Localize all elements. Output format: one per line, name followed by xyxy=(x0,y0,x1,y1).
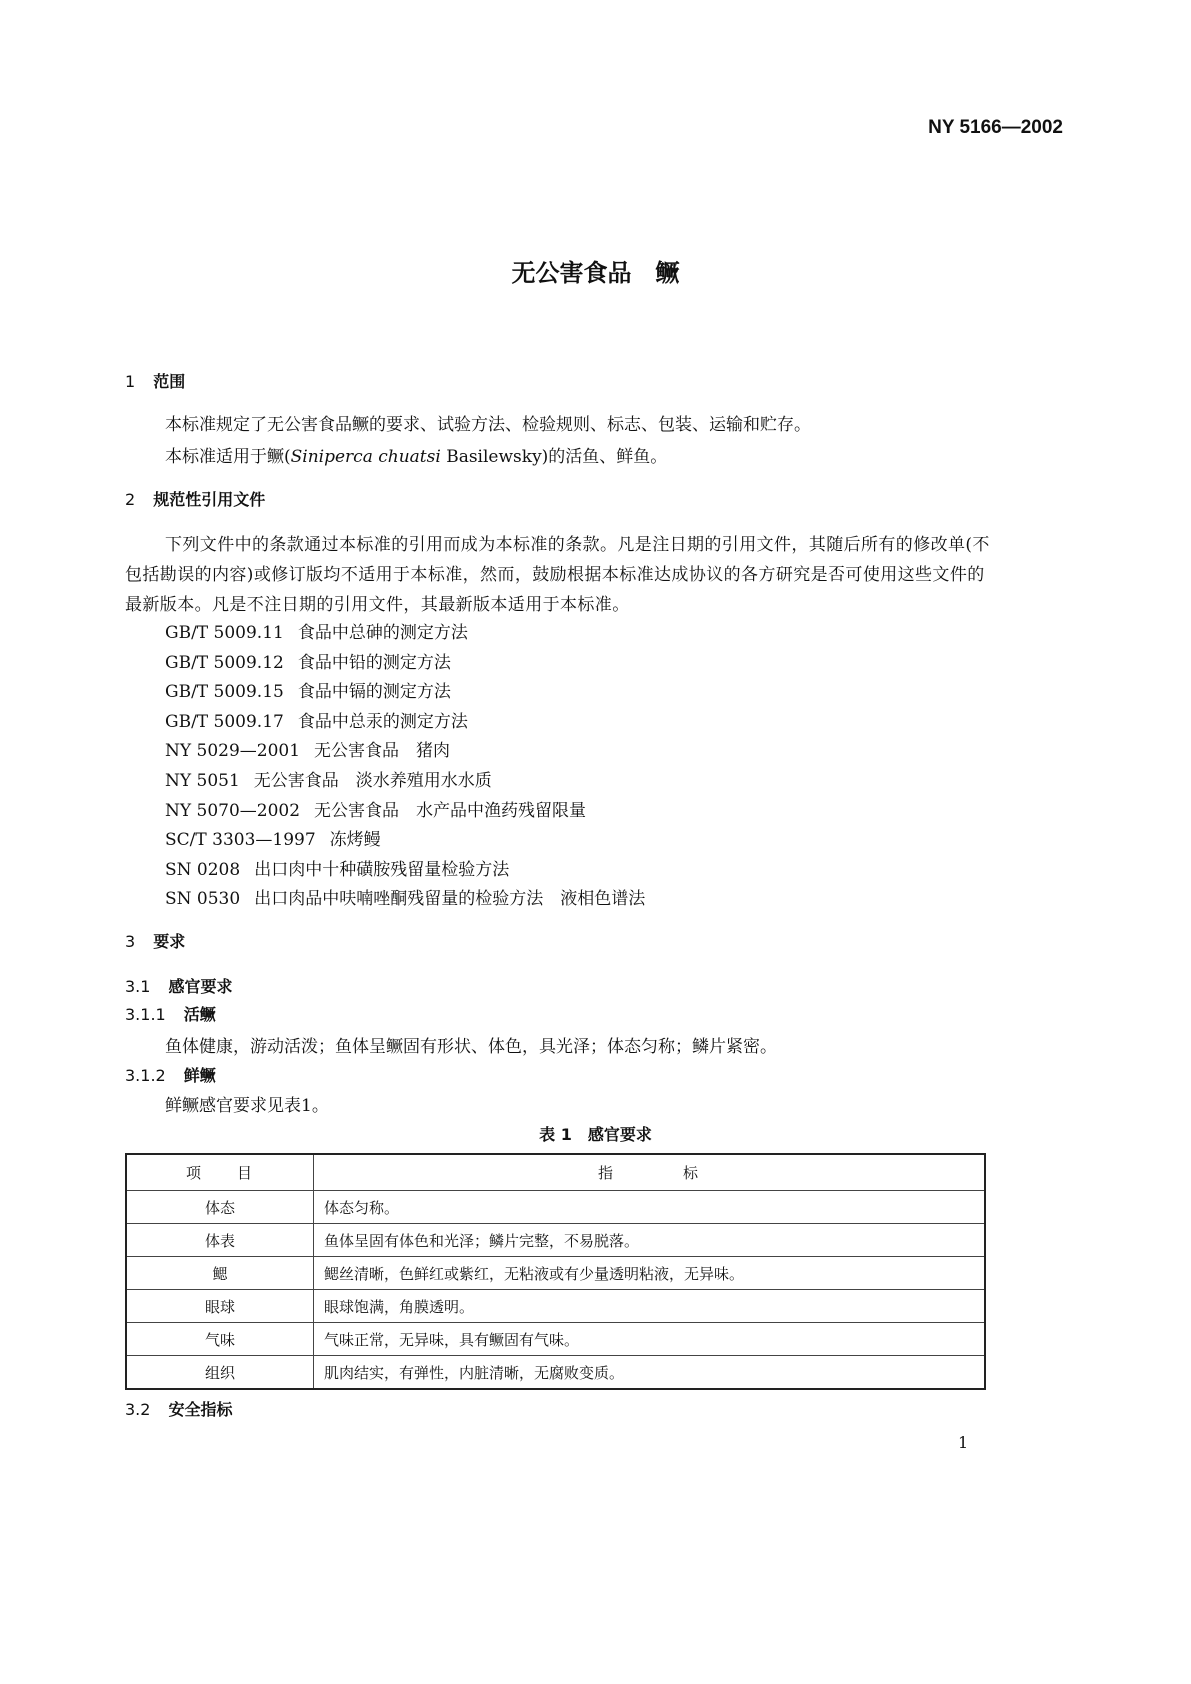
reference-item xyxy=(165,740,450,762)
criteria-cell: 眼球饱满，角膜透明。 xyxy=(314,1290,986,1323)
section-1-heading xyxy=(125,371,185,393)
reference-item xyxy=(165,829,381,851)
reference-code: NY 5070—2002 xyxy=(165,800,301,821)
reference-code: GB/T 5009.15 xyxy=(165,682,284,703)
table-row xyxy=(126,1257,985,1290)
section-title: 鲜鳜 xyxy=(183,1066,216,1085)
reference-code: SN 0530 xyxy=(165,889,241,910)
standard-number: NY 5166—2002 xyxy=(928,117,1063,138)
reference-title: 出口肉品中呋喃唑酮残留量的检验方法 液相色谱法 xyxy=(254,889,646,910)
reference-code: NY 5029—2001 xyxy=(165,741,301,762)
reference-code: GB/T 5009.17 xyxy=(165,711,284,732)
table-row xyxy=(126,1356,985,1390)
section-3-1-heading xyxy=(125,976,232,998)
section-number: 3.1.1 xyxy=(125,1005,166,1024)
column-header-item: 项 目 xyxy=(126,1154,314,1191)
reference-title: 出口肉中十种磺胺残留量检验方法 xyxy=(254,859,510,880)
reference-item xyxy=(165,681,451,703)
section-title: 规范性引用文件 xyxy=(153,490,266,509)
sensory-requirements-table xyxy=(125,1153,986,1390)
scope-paragraph-2 xyxy=(165,446,667,468)
reference-title: 无公害食品 猪肉 xyxy=(314,741,451,762)
reference-title: 冻烤鳗 xyxy=(329,830,381,851)
criteria-cell: 体态匀称。 xyxy=(314,1191,986,1224)
reference-title: 食品中镉的测定方法 xyxy=(297,682,451,703)
table-row xyxy=(126,1224,985,1257)
text: Basilewsky)的活鱼、鲜鱼。 xyxy=(440,447,668,467)
section-title: 范围 xyxy=(153,372,186,391)
reference-title: 食品中总砷的测定方法 xyxy=(297,623,468,643)
item-cell: 鳃 xyxy=(126,1257,314,1290)
section-2-heading xyxy=(125,489,265,511)
table-caption: 表 1 感官要求 xyxy=(539,1125,652,1144)
reference-title: 无公害食品 水产品中渔药残留限量 xyxy=(314,800,587,821)
section-number: 3.2 xyxy=(125,1400,151,1419)
scope-paragraph-1: 本标准规定了无公害食品鳜的要求、试验方法、检验规则、标志、包装、运输和贮存。 xyxy=(165,415,811,435)
criteria-cell: 气味正常，无异味，具有鳜固有气味。 xyxy=(314,1323,986,1356)
item-cell: 眼球 xyxy=(126,1290,314,1323)
section-3-2-heading xyxy=(125,1399,232,1421)
reference-code: GB/T 5009.12 xyxy=(165,652,284,673)
item-cell: 体态 xyxy=(126,1191,314,1224)
item-cell: 气味 xyxy=(126,1323,314,1356)
species-name: Siniperca chuatsi xyxy=(290,447,441,467)
reference-code: SN 0208 xyxy=(165,859,241,880)
reference-item xyxy=(165,770,492,792)
table-row xyxy=(126,1290,985,1323)
section-3-heading xyxy=(125,931,185,953)
reference-item xyxy=(165,622,468,644)
section-title: 安全指标 xyxy=(168,1400,233,1419)
section-number: 3 xyxy=(125,932,136,951)
reference-title: 无公害食品 淡水养殖用水水质 xyxy=(253,771,492,791)
section-number: 1 xyxy=(125,372,136,391)
section-3-1-1-heading xyxy=(125,1004,216,1026)
table-row xyxy=(126,1191,985,1224)
section-number: 3.1.2 xyxy=(125,1066,166,1085)
section-title: 感官要求 xyxy=(168,977,233,996)
reference-item xyxy=(165,888,645,910)
reference-item xyxy=(165,859,509,881)
reference-title: 食品中铅的测定方法 xyxy=(297,652,451,673)
live-fish-requirements: 鱼体健康，游动活泼；鱼体呈鳜固有形状、体色，具光泽；体态匀称；鳞片紧密。 xyxy=(165,1037,777,1057)
reference-item xyxy=(165,711,468,733)
column-header-criteria: 指 标 xyxy=(314,1154,986,1191)
document-title: 无公害食品 鳜 xyxy=(511,259,680,287)
item-cell: 体表 xyxy=(126,1224,314,1257)
reference-code: SC/T 3303—1997 xyxy=(165,830,316,851)
reference-item xyxy=(165,800,586,822)
text: 本标准适用于鳜( xyxy=(165,447,291,467)
criteria-cell: 肌肉结实，有弹性，内脏清晰，无腐败变质。 xyxy=(314,1356,986,1390)
section-number: 3.1 xyxy=(125,977,151,996)
criteria-cell: 鳃丝清晰，色鲜红或紫红，无粘液或有少量透明粘液，无异味。 xyxy=(314,1257,986,1290)
table-row xyxy=(126,1323,985,1356)
section-title: 要求 xyxy=(153,932,186,951)
criteria-cell: 鱼体呈固有体色和光泽；鳞片完整，不易脱落。 xyxy=(314,1224,986,1257)
reference-item xyxy=(165,652,451,674)
normative-references-paragraph: 下列文件中的条款通过本标准的引用而成为本标准的条款。凡是注日期的引用文件，其随后所有的修改单(不包括勘误的内容)或修订版均不适用于本标准，然而，鼓励根据本标准达成协议的各方研究是否可使用这些文件的最新版本。凡是不注日期的引用文件，其最新版本适用于本标准。 xyxy=(125,535,990,615)
section-number: 2 xyxy=(125,490,136,509)
section-3-1-2-heading xyxy=(125,1065,216,1087)
reference-title: 食品中总汞的测定方法 xyxy=(297,711,468,732)
page-number: 1 xyxy=(958,1433,969,1452)
section-title: 活鳜 xyxy=(183,1005,216,1024)
reference-code: GB/T 5009.11 xyxy=(165,623,284,643)
item-cell: 组织 xyxy=(126,1356,314,1390)
reference-code: NY 5051 xyxy=(165,771,240,791)
fresh-fish-text: 鲜鳜感官要求见表1。 xyxy=(165,1096,329,1116)
